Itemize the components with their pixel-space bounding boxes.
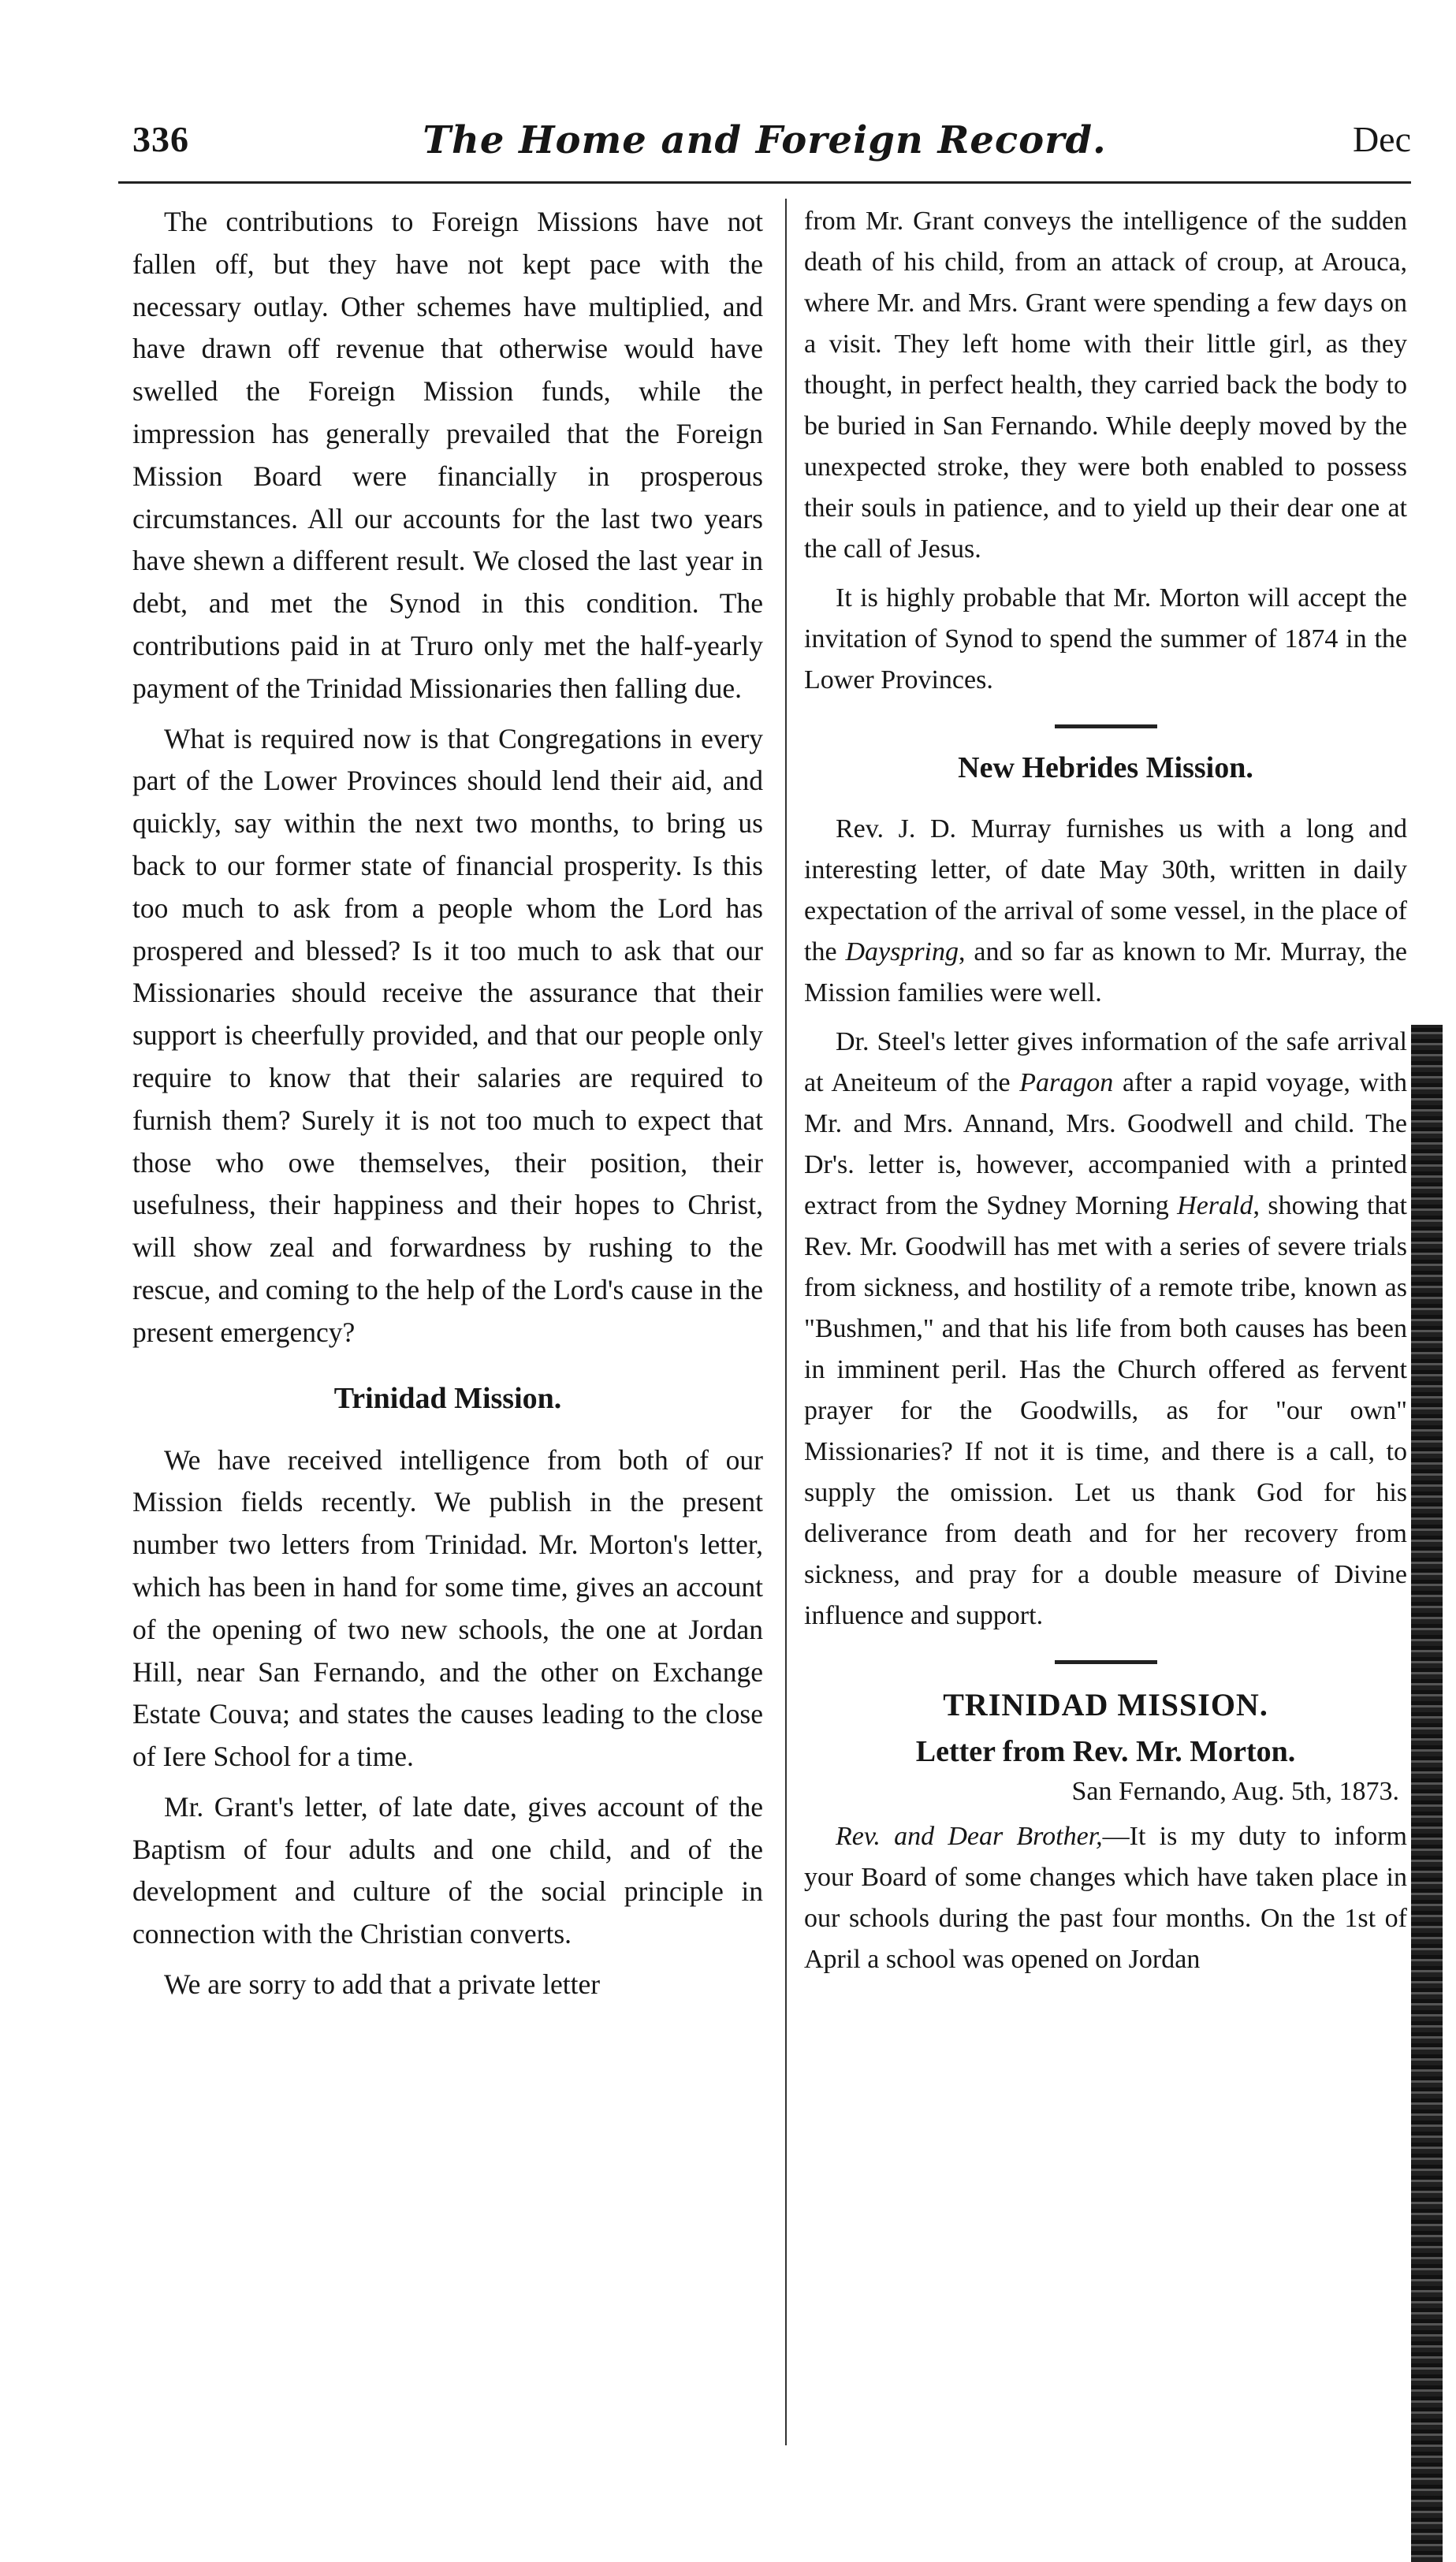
ship-name-paragon: Paragon [1019,1068,1114,1097]
letter-dateline: San Fernando, Aug. 5th, 1873. [1071,1777,1399,1806]
scan-edge-shadow [1411,1025,1443,2562]
letter-heading: Letter from Rev. Mr. Morton. [915,1735,1296,1768]
header-rule [118,181,1411,184]
foreign-missions-paragraph-1: The contributions to Foreign Missions have not fallen off, but they have not kept pace with the necessary outlay. Other schemes have multiplied, and have drawn off revenue that otherwise would have swelled the Foreign Mission funds, while the impression has generally prevailed that the Foreign Mission Board were financially in prosperous circumstances. All our accounts for the last two years have shewn a different result. We closed the last year in debt, and met the Synod in this condition. The contributions paid in at Truro only met the half-yearly payment of the Trinidad Missionaries then falling due. [132,206,763,704]
trinidad-mission-heading: Trinidad Mission. [333,1381,562,1415]
steel-text-middle: after a rapid voyage, with Mr. and Mrs. Annand, Mrs. Goodwell and child. The Dr's. letter is, however, accompanied with a printed extract from the Sydney Morning [804,1068,1407,1220]
newspaper-name-herald: Herald [1177,1191,1253,1220]
murray-paragraph [804,809,1407,1014]
page-number: 336 [132,119,189,159]
letter-paragraph [804,1816,1407,1980]
section-rule [1055,724,1157,728]
morton-visit-paragraph: It is highly probable that Mr. Morton will accept the invitation of Synod to spend the summer of 1874 in the Lower Provinces. [804,583,1407,694]
trinidad-paragraph-3: We are sorry to add that a private letter [164,1968,601,2001]
new-hebrides-heading: New Hebrides Mission. [958,751,1253,784]
steel-text-end: , showing that Rev. Mr. Goodwill has met with a series of severe trials from sickness, and hostility of a remote tribe, known as "Bushmen," and that his life from both causes has been in imminent peril. Has the Church offered as fervent prayer for the Goodwills, as for "our own" Missionaries? If not it is time, and there is a call, to supply the omission. Let us thank God for his deliverance from death and for her recovery from sickness, and pray for a double measure of Divine influence and support. [804,1191,1407,1630]
grant-continuation-paragraph: from Mr. Grant conveys the intelligence of the sudden death of his child, from an attack of croup, at Arouca, where Mr. and Mrs. Grant were spending a few days on a visit. They left home with their little girl, as they thought, in perfect health, they carried back the body to be buried in San Fernando. While deeply moved by the unexpected stroke, they were both enabled to possess their souls in patience, and to yield up their dear one at the call of Jesus. [804,207,1407,564]
running-title: The Home and Foreign Record. [423,118,1107,162]
trinidad-paragraph-1: We have received intelligence from both of our Mission fields recently. We publish in the present number two letters from Trinidad. Mr. Morton's letter, which has been in hand for some time, gives an account of the opening of two new schools, the one at Jordan Hill, near San Fernando, and the other on Exchange Estate Couva; and states the causes leading to the close of Iere School for a time. [132,1443,763,1773]
letter-text: —It is my duty to inform your Board of some changes which have taken place in our schools during the past four months. On the 1st of April a school was opened on Jordan [804,1822,1407,1974]
ship-name-dayspring: Dayspring [845,937,959,966]
steel-paragraph [804,1022,1407,1637]
left-column [132,201,763,2014]
letter-salutation: Rev. and Dear Brother, [836,1822,1103,1851]
trinidad-paragraph-2: Mr. Grant's letter, of late date, gives account of the Baptism of four adults and one child, and of the development and culture of the social principle in connection with the Christian converts. [132,1790,763,1950]
column-divider [785,199,787,2445]
murray-text-start: Rev. J. D. Murray furnishes us with a long and interesting letter, of date May 30th, written in daily expectation of the arrival of some vessel, in the place of the [804,814,1407,966]
right-column [804,201,1407,1988]
steel-text-start: Dr. Steel's letter gives information of the safe arrival at Aneiteum of the [804,1027,1407,1097]
murray-text-end: , and so far as known to Mr. Murray, the Mission families were well. [804,937,1407,1007]
section-rule-2 [1055,1660,1157,1664]
trinidad-mission-caps-heading: TRINIDAD MISSION. [943,1687,1268,1722]
foreign-missions-paragraph-2: What is required now is that Congregations in every part of the Lower Provinces should lend their aid, and quickly, say within the next two months, to bring us back to our former state of financial prosperity. Is this too much to ask from a people whom the Lord has prospered and blessed? Is it too much to ask that our Missionaries should receive the assurance that their support is cheerfully provided, and that our people only require to know that their salaries are required to furnish them? Surely it is not too much to expect that those who owe themselves, their position, their usefulness, their happiness and their hopes to Christ, will show zeal and forwardness by rushing to the rescue, and coming to the help of the Lord's cause in the present emergency? [132,722,763,1348]
running-month: Dec [1352,119,1411,159]
running-header [118,118,1411,181]
